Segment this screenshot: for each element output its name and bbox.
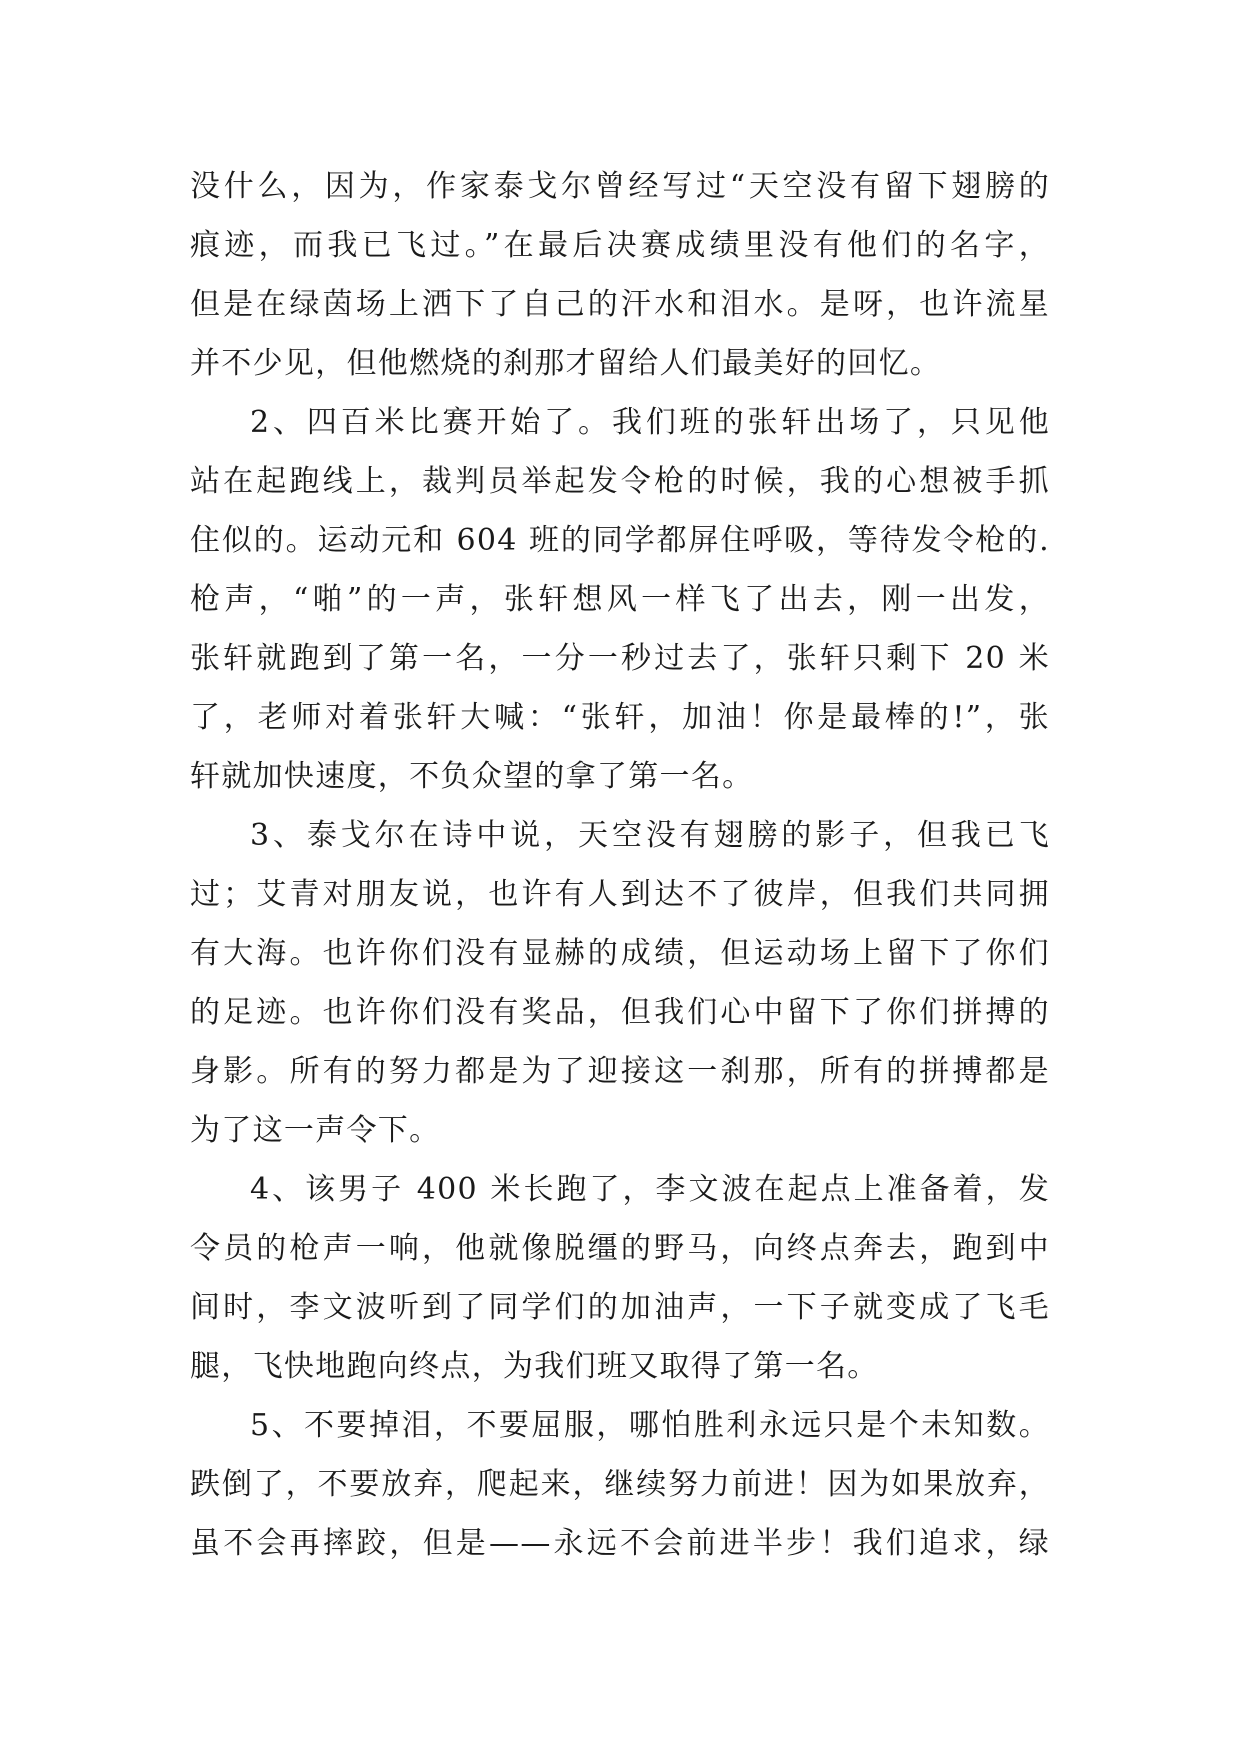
- text-line: 但是在绿茵场上洒下了自己的汗水和泪水。是呀，也许流星: [190, 287, 1050, 322]
- text-line: 并不少见，但他燃烧的刹那才留给人们最美好的回忆。: [190, 346, 942, 381]
- text-line: 间时，李文波听到了同学们的加油声，一下子就变成了飞毛: [190, 1290, 1050, 1325]
- text-line: 为了这一声令下。: [190, 1113, 441, 1148]
- text-line: 身影。所有的努力都是为了迎接这一刹那，所有的拼搏都是: [190, 1054, 1050, 1089]
- text-line: 站在起跑线上，裁判员举起发令枪的时候，我的心想被手抓: [190, 464, 1050, 499]
- text-line: 有大海。也许你们没有显赫的成绩，但运动场上留下了你们: [190, 936, 1050, 971]
- text-line: 虽不会再摔跤，但是——永远不会前进半步！我们追求，绿: [190, 1526, 1050, 1561]
- paragraph-start-line: 2、四百米比赛开始了。我们班的张轩出场了，只见他: [250, 405, 1050, 440]
- text-line: 腿，飞快地跑向终点，为我们班又取得了第一名。: [190, 1349, 879, 1384]
- paragraph-start-line: 5、不要掉泪，不要屈服，哪怕胜利永远只是个未知数。: [250, 1408, 1050, 1443]
- text-line: 跌倒了，不要放弃，爬起来，继续努力前进！因为如果放弃，: [190, 1467, 1050, 1502]
- document-body: [190, 157, 1050, 1573]
- text-line: 住似的。运动元和 604 班的同学都屏住呼吸，等待发令枪的.: [190, 523, 1050, 558]
- text-line: 的足迹。也许你们没有奖品，但我们心中留下了你们拼搏的: [190, 995, 1050, 1030]
- text-line: 轩就加快速度，不负众望的拿了第一名。: [190, 759, 754, 794]
- paragraph-start-line: 3、泰戈尔在诗中说，天空没有翅膀的影子，但我已飞: [250, 818, 1050, 853]
- text-line: 令员的枪声一响，他就像脱缰的野马，向终点奔去，跑到中: [190, 1231, 1050, 1266]
- text-line: 张轩就跑到了第一名，一分一秒过去了，张轩只剩下 20 米: [190, 641, 1050, 676]
- text-line: 了，老师对着张轩大喊：“张轩，加油！你是最棒的!”，张: [190, 700, 1050, 735]
- text-line: 没什么，因为，作家泰戈尔曾经写过“天空没有留下翅膀的: [190, 169, 1050, 204]
- text-line: 过；艾青对朋友说，也许有人到达不了彼岸，但我们共同拥: [190, 877, 1050, 912]
- text-line: 枪声，“啪”的一声，张轩想风一样飞了出去，刚一出发，: [190, 582, 1050, 617]
- text-line: 痕迹，而我已飞过。”在最后决赛成绩里没有他们的名字，: [190, 228, 1050, 263]
- paragraph-start-line: 4、该男子 400 米长跑了，李文波在起点上准备着，发: [250, 1172, 1050, 1207]
